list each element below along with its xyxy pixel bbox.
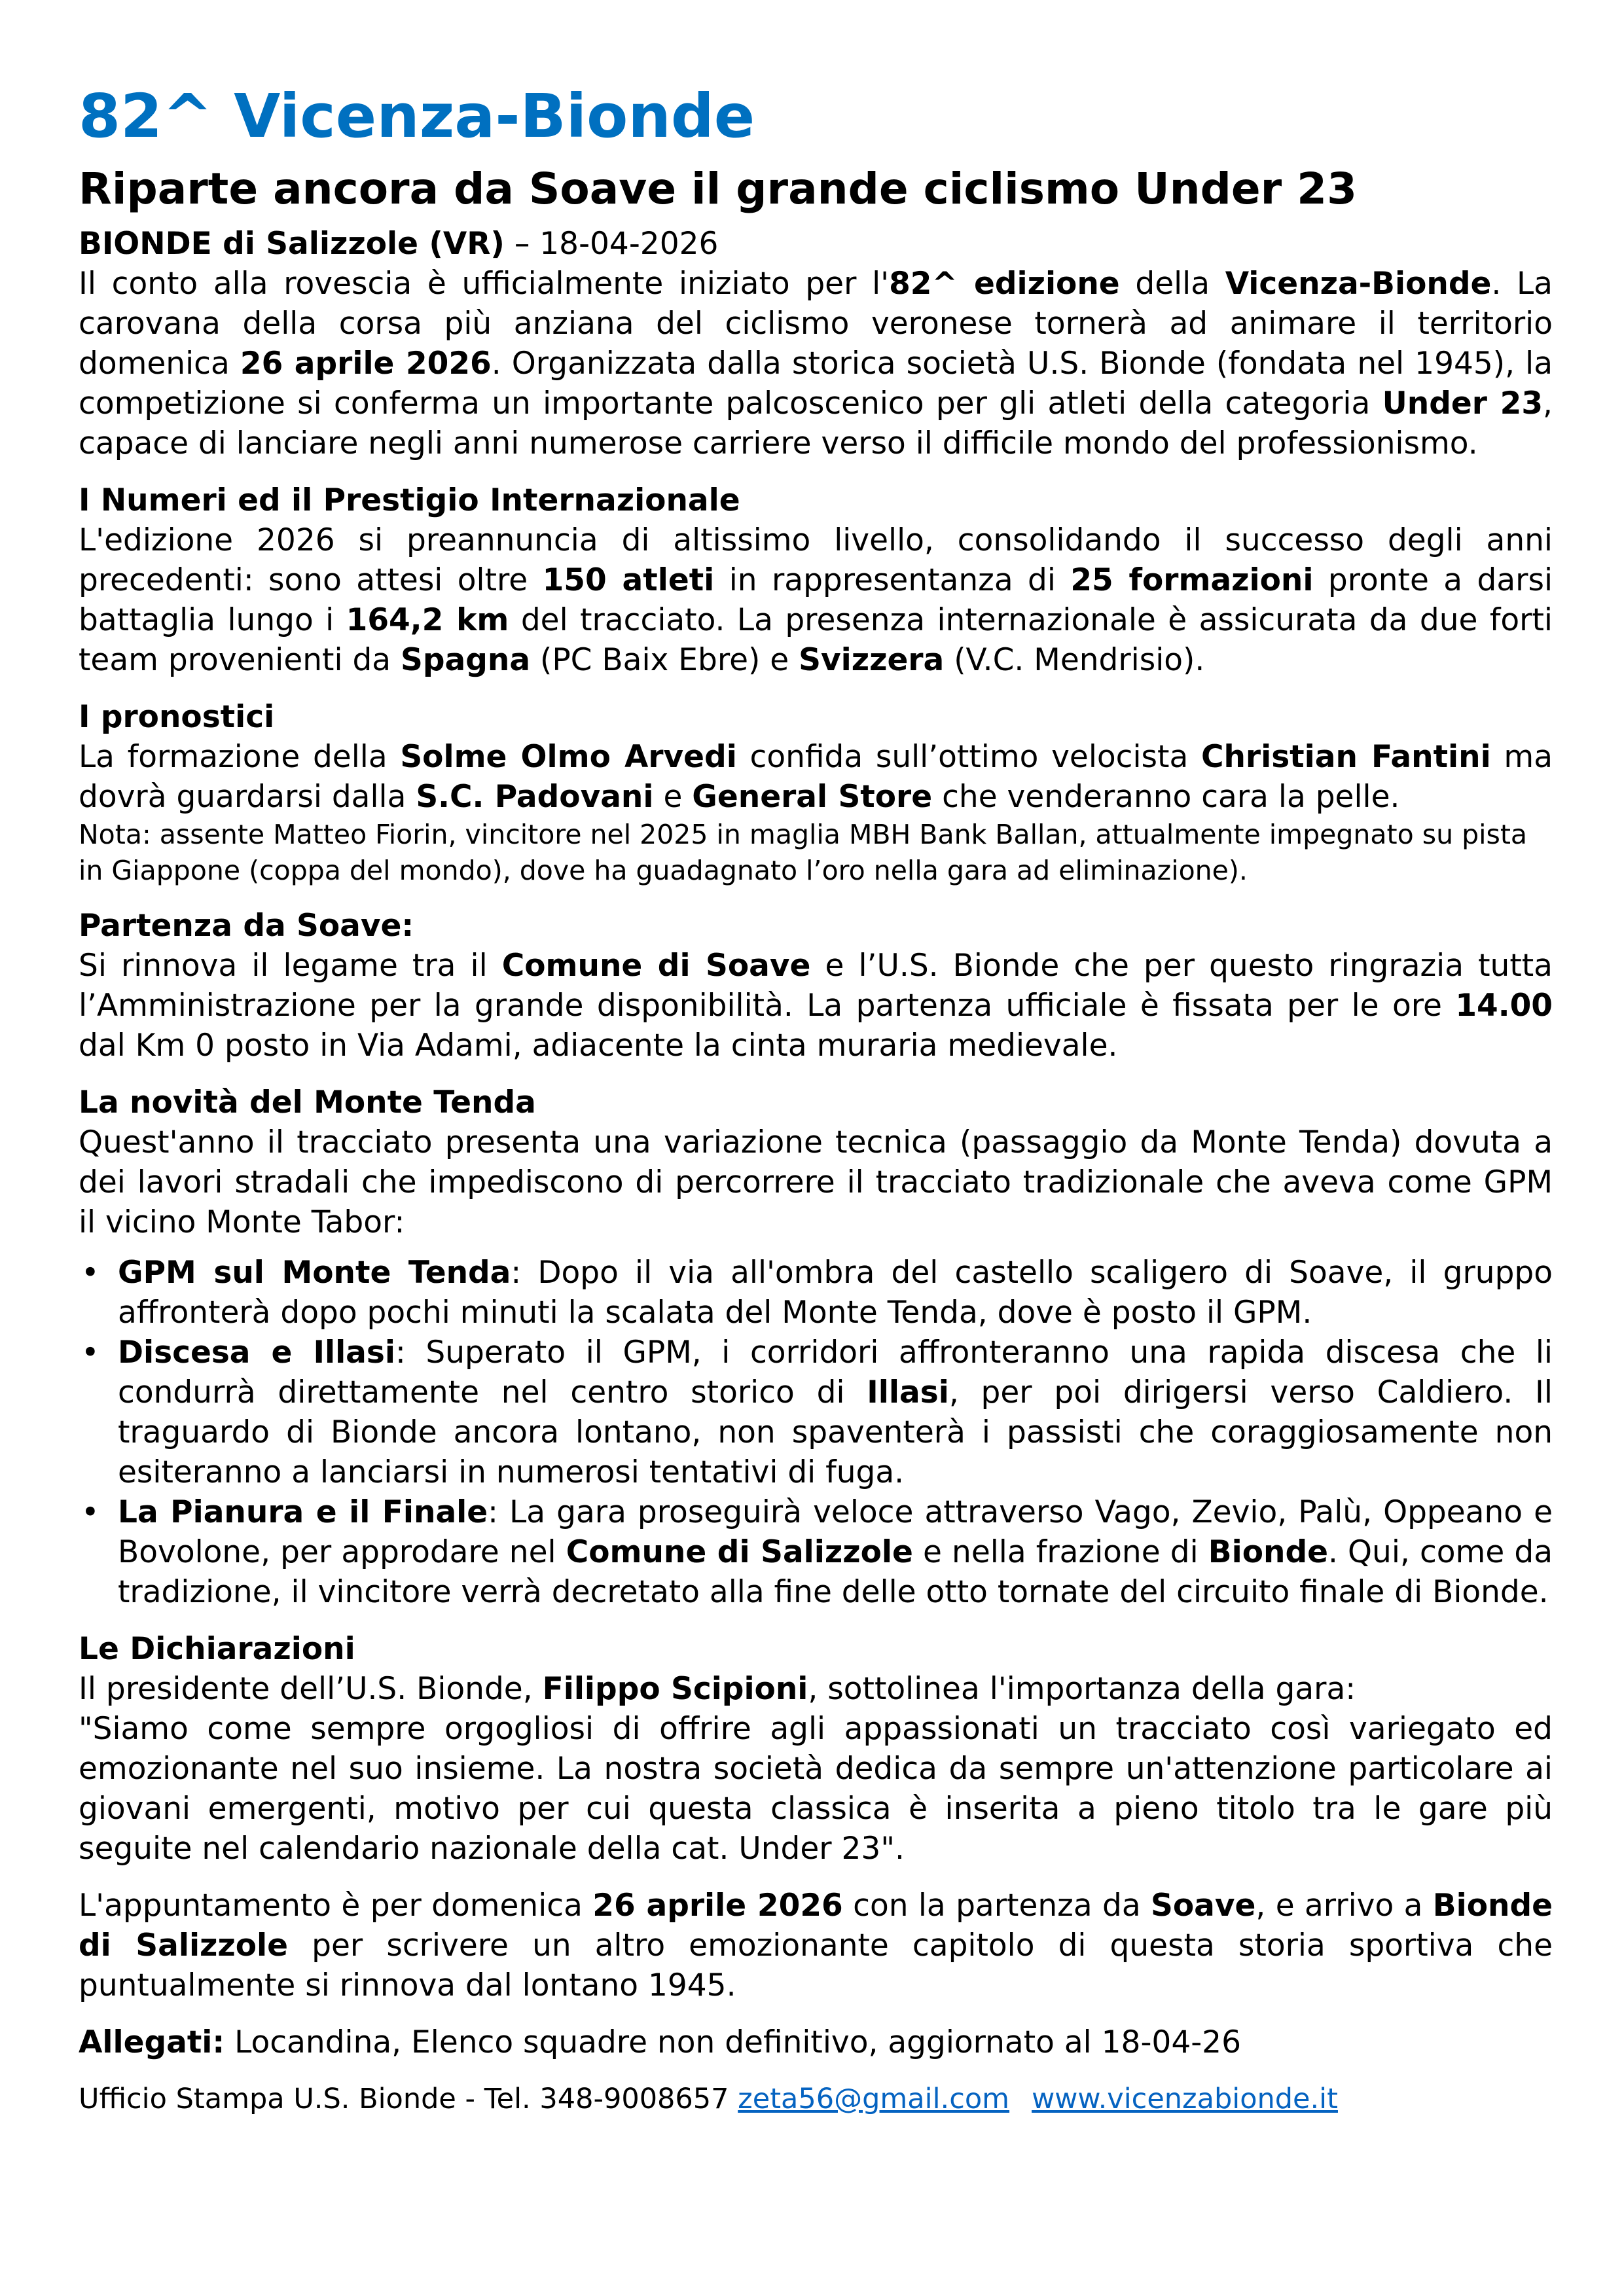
- bold-text-run: Comune di Salizzole: [566, 1534, 913, 1570]
- text-run: . La carovana della corsa più anziana del ciclismo veronese tornerà ad animare il territorio domenica: [79, 266, 1553, 382]
- text-run: del tracciato. La presenza internazionale è assicurata da due forti team provenienti da: [79, 602, 1553, 678]
- bold-text-run: 82^ edizione: [889, 266, 1120, 302]
- text-run: con la partenza da: [842, 1888, 1151, 1924]
- bold-text-run: 164,2 km: [346, 602, 509, 638]
- document-subtitle: Riparte ancora da Soave il grande ciclismo Under 23: [79, 164, 1358, 214]
- route-list-item: [79, 1492, 1553, 1612]
- text-run: , sottolinea l'importanza della gara:: [808, 1671, 1356, 1707]
- bold-text-run: Bionde: [1208, 1534, 1328, 1570]
- text-run: e l’U.S. Bionde che per questo ringrazia tutta l’Amministrazione per la grande disponibilità. La partenza ufficiale è fissata per le ore: [79, 948, 1553, 1024]
- text-run: Si rinnova il legame tra il: [79, 948, 502, 984]
- dateline-date: 18-04-2026: [539, 226, 719, 262]
- section-body-numeri: [79, 520, 1553, 680]
- text-run: : La gara proseguirà veloce attraverso Vago, Zevio, Palù, Oppeano e Bovolone, per approdare nel: [118, 1494, 1553, 1570]
- bold-text-run: Comune di Soave: [501, 948, 811, 984]
- text-run: per scrivere un altro emozionante capitolo di questa storia sportiva che puntualmente si rinnova dal lontano 1945.: [79, 1928, 1553, 2003]
- document-title: 82^ Vicenza-Bionde: [79, 81, 755, 151]
- section-heading-monte-tenda: La novità del Monte Tenda: [79, 1085, 536, 1121]
- press-release-page: [79, 77, 1553, 2119]
- bold-text-run: Filippo Scipioni: [542, 1671, 808, 1707]
- text-run: , capace di lanciare negli anni numerose carriere verso il difficile mondo del professionismo.: [79, 386, 1553, 461]
- route-item-text: [118, 1494, 1553, 1610]
- bullet-icon: •: [81, 1255, 99, 1291]
- section-heading-pronostici: I pronostici: [79, 699, 275, 735]
- text-run: e nella frazione di: [912, 1534, 1208, 1570]
- bold-text-run: 26 aprile 2026: [592, 1888, 843, 1924]
- bullet-icon: •: [81, 1335, 99, 1371]
- section-body-dichiarazioni: [79, 1669, 1553, 1709]
- text-run: La formazione della: [79, 739, 401, 775]
- attachments-line: [79, 2022, 1553, 2062]
- bold-text-run: Svizzera: [799, 642, 945, 678]
- text-run: della: [1119, 266, 1225, 302]
- section-body-pronostici: [79, 737, 1553, 817]
- press-office-text: Ufficio Stampa U.S. Bionde - Tel. 348-9008657: [79, 2083, 738, 2115]
- text-run: Il conto alla rovescia è ufficialmente iniziato per l': [79, 266, 890, 302]
- text-run: , per poi dirigersi verso Caldiero. Il traguardo di Bionde ancora lontano, non spaventerà i passisti che coraggiosamente non esiteranno a lanciarsi in numerosi tentativi di fuga.: [118, 1374, 1553, 1490]
- section-heading-partenza: Partenza da Soave:: [79, 908, 414, 944]
- text-run: . Qui, come da tradizione, il vincitore verrà decretato alla fine delle otto tornate del circuito finale di Bionde.: [118, 1534, 1553, 1610]
- text-run: e: [653, 779, 693, 815]
- bold-text-run: 25 formazioni: [1070, 562, 1314, 598]
- text-run: ma dovrà guardarsi dalla: [79, 739, 1553, 815]
- text-run: dal Km 0 posto in Via Adami, adiacente la cinta muraria medievale.: [79, 1028, 1118, 1064]
- text-run: confida sull’ottimo velocista: [736, 739, 1201, 775]
- section-body-monte-tenda: [79, 1122, 1553, 1242]
- attachments-label: Allegati:: [79, 2024, 225, 2060]
- bold-text-run: Bionde di Salizzole: [79, 1888, 1553, 1964]
- bold-text-run: Solme Olmo Arvedi: [400, 739, 737, 775]
- text-run: che venderanno cara la pelle.: [932, 779, 1400, 815]
- text-run: (V.C. Mendrisio).: [944, 642, 1205, 678]
- footer-contact: [79, 2079, 1553, 2119]
- text-run: (PC Baix Ebre) e: [530, 642, 799, 678]
- section-heading-numeri: I Numeri ed il Prestigio Internazionale: [79, 482, 740, 518]
- attachments-text: Locandina, Elenco squadre non definitivo, aggiornato al 18-04-26: [225, 2024, 1241, 2060]
- bold-text-run: Discesa e Illasi: [118, 1335, 395, 1371]
- text-run: pronte a darsi battaglia lungo i: [79, 562, 1553, 638]
- bold-text-run: Spagna: [401, 642, 531, 678]
- bold-text-run: S.C. Padovani: [416, 779, 654, 815]
- bold-text-run: La Pianura e il Finale: [118, 1494, 488, 1530]
- route-list-item: [79, 1253, 1553, 1333]
- dateline: [79, 224, 1553, 264]
- section-heading-dichiarazioni: Le Dichiarazioni: [79, 1631, 355, 1667]
- route-item-text: [118, 1255, 1553, 1331]
- email-link[interactable]: zeta56@gmail.com: [738, 2083, 1010, 2115]
- text-run: L'appuntamento è per domenica: [79, 1888, 593, 1924]
- bold-text-run: 150 atleti: [542, 562, 715, 598]
- bold-text-run: 26 aprile 2026: [240, 346, 492, 382]
- section-body-partenza: [79, 946, 1553, 1066]
- bold-text-run: Christian Fantini: [1200, 739, 1491, 775]
- text-run: : Superato il GPM, i corridori affronteranno una rapida discesa che li condurrà direttamente nel centro storico di: [118, 1335, 1553, 1410]
- bold-text-run: General Store: [692, 779, 933, 815]
- text-run: , e arrivo a: [1255, 1888, 1433, 1924]
- dateline-place: BIONDE di Salizzole (VR): [79, 226, 505, 262]
- closing-paragraph: [79, 1886, 1553, 2005]
- bold-text-run: Vicenza-Bionde: [1225, 266, 1492, 302]
- route-list: [79, 1253, 1553, 1612]
- website-link[interactable]: www.vicenzabionde.it: [1032, 2083, 1338, 2115]
- bold-text-run: 14.00: [1455, 988, 1553, 1024]
- bold-text-run: Illasi: [867, 1374, 949, 1410]
- intro-paragraph: [79, 264, 1553, 463]
- president-quote: "Siamo come sempre orgogliosi di offrire agli appassionati un tracciato così variegato ed emozionante nel suo insieme. La nostra società dedica da sempre un'attenzione particolare ai giovani emergenti, motivo per cui questa classica è inserita a pieno titolo tra le gare più seguite nel calendario nazionale della cat. Under 23".: [79, 1711, 1553, 1867]
- text-run: : Dopo il via all'ombra del castello scaligero di Soave, il gruppo affronterà dopo pochi minuti la scalata del Monte Tenda, dove è posto il GPM.: [118, 1255, 1553, 1331]
- text-run: Il presidente dell’U.S. Bionde,: [79, 1671, 543, 1707]
- bold-text-run: Soave: [1151, 1888, 1256, 1924]
- note-text: Nota: assente Matteo Fiorin, vincitore nel 2025 in maglia MBH Bank Ballan, attualmente impegnato su pista in Giappone (coppa del mondo), dove ha guadagnato l’oro nella gara ad eliminazione).: [79, 819, 1528, 886]
- bold-text-run: GPM sul Monte Tenda: [118, 1255, 511, 1291]
- dateline-separator: –: [504, 226, 540, 262]
- bold-text-run: Under 23: [1382, 386, 1543, 422]
- text-run: in rappresentanza di: [714, 562, 1071, 598]
- text-run: . Organizzata dalla storica società U.S. Bionde (fondata nel 1945), la competizione si conferma un importante palcoscenico per gli atleti della categoria: [79, 346, 1553, 422]
- bullet-icon: •: [81, 1494, 99, 1530]
- route-list-item: [79, 1333, 1553, 1492]
- text-run: L'edizione 2026 si preannuncia di altissimo livello, consolidando il successo degli anni precedenti: sono attesi oltre: [79, 522, 1553, 598]
- text-run: Quest'anno il tracciato presenta una variazione tecnica (passaggio da Monte Tenda) dovuta a dei lavori stradali che impediscono di percorrere il tracciato tradizionale che aveva come GPM il vicino Monte Tabor:: [79, 1124, 1553, 1240]
- route-item-text: [118, 1335, 1553, 1490]
